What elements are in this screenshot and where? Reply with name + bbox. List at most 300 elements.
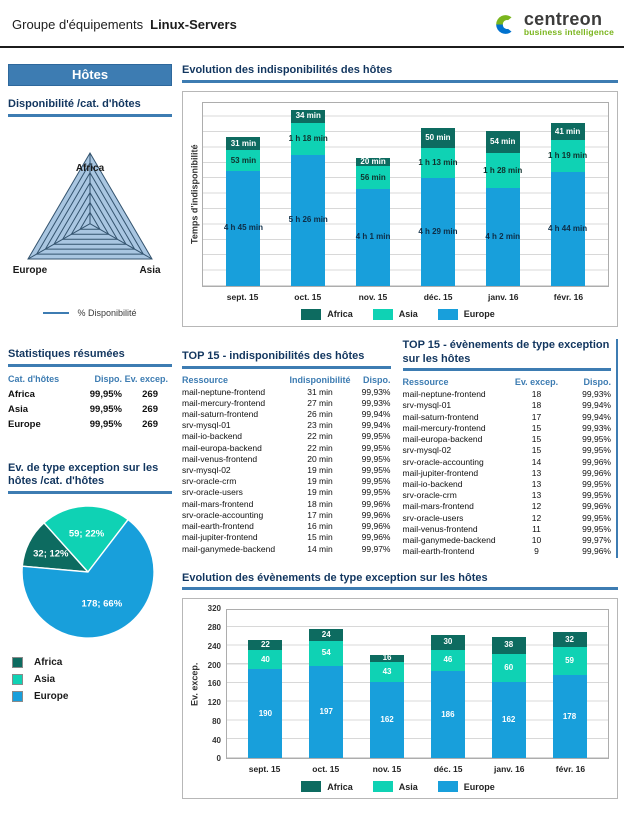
legend-item-europe	[438, 309, 495, 320]
stats-col-dispo: Dispo.	[94, 373, 122, 384]
bar-value-label: 50 min	[425, 133, 451, 143]
table-cell: 99,95%	[582, 512, 611, 523]
bar-value-label: 1 h 18 min	[288, 133, 328, 143]
table-cell: 22 min	[307, 431, 333, 442]
table-cell: 11	[532, 523, 541, 534]
pie-legend-item-europe	[12, 691, 172, 702]
radar-chart	[8, 127, 172, 300]
bar-value-label: 38	[504, 640, 514, 650]
bar-segment-europe	[309, 666, 343, 758]
bar-segment-europe	[356, 189, 390, 286]
table-row	[182, 409, 391, 420]
legend-swatch-europe	[438, 309, 458, 320]
bar-value-label: 4 h 45 min	[223, 223, 263, 233]
table-cell: 99,96%	[361, 509, 391, 520]
bar-column	[341, 158, 406, 285]
table-cell: 99,95%	[361, 476, 391, 487]
table-cell: srv-mysql-01	[402, 400, 452, 411]
table-row	[403, 479, 612, 490]
bar-segment-asia	[370, 662, 404, 682]
table-row	[403, 524, 612, 535]
legend-swatch-asia	[373, 309, 393, 320]
table-cell: Europe	[8, 418, 41, 430]
table-cell: 99,96%	[361, 521, 391, 532]
radar-legend-label: % Disponibilité	[77, 307, 137, 318]
stats-col-events: Ev. excep.	[124, 373, 168, 384]
y-tick-label: 80	[212, 716, 221, 726]
bar-value-label: 24	[321, 630, 331, 640]
events-chart-legend	[187, 781, 609, 792]
bar-value-label: 4 h 2 min	[485, 232, 521, 242]
col-dispo: Dispo.	[362, 374, 391, 385]
table-cell: 99,95%	[361, 453, 391, 464]
bar-segment-africa	[226, 137, 260, 150]
bar-value-label: 1 h 28 min	[483, 165, 523, 175]
equipment-group-name: Linux-Servers	[150, 16, 237, 32]
x-axis-label: janv. 16	[487, 291, 519, 302]
table-row	[403, 423, 612, 434]
bar-value-label: 190	[258, 708, 273, 718]
table-cell: mail-ganymede-backend	[402, 535, 496, 546]
bar-segment-asia	[547, 140, 588, 172]
sidebar	[8, 58, 172, 799]
table-row	[182, 420, 391, 431]
stacked-bar	[248, 640, 282, 758]
bar-column	[211, 137, 276, 285]
bar-segment-europe	[492, 682, 526, 758]
bar-value-label: 32	[565, 634, 574, 644]
events-y-axis	[202, 604, 226, 764]
y-tick-label: 160	[207, 679, 221, 689]
stats-col-category: Cat. d'hôtes	[8, 373, 60, 384]
col-indisponibilite: Indisponibilité	[289, 374, 351, 385]
table-row	[182, 454, 391, 465]
legend-item-europe	[438, 781, 495, 792]
table-cell: 19 min	[307, 465, 333, 476]
table-cell: 99,94%	[582, 411, 611, 422]
x-axis-label: févr. 16	[555, 764, 586, 775]
bar-value-label: 60	[504, 663, 514, 673]
table-cell: 99,95%	[582, 523, 611, 534]
bar-segment-europe	[486, 188, 520, 285]
legend-swatch-asia	[12, 674, 23, 685]
y-tick-label: 320	[207, 604, 221, 614]
legend-item-africa	[301, 781, 353, 792]
x-axis-label: oct. 15	[312, 764, 340, 775]
table-cell: 27 min	[307, 397, 333, 408]
logo-tagline: business intelligence	[523, 27, 614, 37]
bar-value-label: 30	[443, 637, 453, 647]
table-cell: mail-earth-frontend	[402, 546, 475, 557]
table-row	[403, 546, 612, 557]
stacked-bar	[223, 137, 263, 285]
table-cell: 99,96%	[582, 467, 611, 478]
table-cell: 99,95%	[582, 434, 611, 445]
table-cell: 99,95%	[361, 465, 391, 476]
top15-tables	[182, 339, 618, 558]
table-cell: 18	[531, 389, 542, 400]
bar-value-label: 53 min	[230, 155, 257, 165]
bar-value-label: 31 min	[230, 138, 257, 148]
table-cell: 20 min	[307, 453, 333, 464]
bar-segment-europe	[431, 671, 465, 758]
table-cell: 99,95%	[361, 487, 391, 498]
table-row	[182, 532, 391, 543]
main-column	[182, 58, 618, 799]
pie-legend-item-africa	[12, 657, 172, 668]
table-cell: 99,95%	[582, 479, 611, 489]
table-cell: 99,93%	[361, 397, 391, 408]
stats-section-title: Statistiques résumées	[8, 348, 172, 367]
table-cell: 269	[142, 403, 158, 415]
top15-downtime-title: TOP 15 - indisponibilités des hôtes	[182, 350, 391, 369]
table-cell: 269	[142, 388, 158, 400]
table-row	[182, 398, 391, 409]
bar-column	[470, 131, 535, 285]
table-cell: srv-oracle-accounting	[182, 509, 264, 520]
table-row	[182, 487, 391, 498]
y-tick-label: 40	[212, 735, 221, 745]
stacked-bar	[431, 635, 465, 758]
bar-segment-africa	[309, 629, 343, 640]
bar-segment-europe	[248, 669, 282, 758]
y-tick-label: 280	[207, 623, 221, 633]
bar-column	[357, 655, 418, 759]
page-title	[12, 17, 237, 32]
bar-value-label: 59	[565, 656, 574, 666]
table-cell: 13	[531, 490, 542, 501]
centreon-logo-icon	[492, 11, 519, 38]
table-cell: mail-jupiter-frontend	[402, 467, 479, 478]
table-cell: srv-oracle-users	[182, 487, 243, 498]
table-cell: 19 min	[307, 487, 333, 498]
table-cell: mail-io-backend	[402, 479, 463, 489]
table-cell: 99,95%	[582, 445, 611, 456]
radar-axis-label: Asia	[139, 264, 161, 276]
table-row	[182, 499, 391, 510]
bar-value-label: 178	[562, 711, 577, 721]
table-row	[403, 412, 612, 423]
table-cell: 26 min	[307, 408, 333, 419]
stacked-bar	[370, 655, 404, 759]
bar-segment-africa	[486, 131, 520, 153]
legend-label: Asia	[398, 781, 418, 792]
table-cell: 16 min	[307, 521, 333, 532]
events-chart-ylabel: Ev. excep.	[189, 662, 200, 706]
table-row	[403, 434, 612, 445]
y-tick-label: 0	[216, 754, 221, 764]
stacked-bar	[483, 131, 523, 285]
bar-segment-asia	[492, 654, 526, 682]
table-row	[182, 510, 391, 521]
table-cell: 99,97%	[582, 535, 611, 546]
bar-segment-africa	[356, 158, 390, 166]
stats-table-header	[8, 374, 172, 384]
table-cell: 18 min	[307, 498, 333, 509]
table-row	[182, 476, 391, 487]
table-row	[403, 389, 612, 400]
table-cell: 17 min	[307, 509, 333, 520]
table-cell: Asia	[8, 403, 29, 415]
table-cell: mail-neptune-frontend	[402, 389, 486, 400]
table-cell: 99,96%	[582, 546, 611, 557]
bar-value-label: 41 min	[554, 126, 581, 136]
table-cell: 99,95%	[361, 431, 391, 442]
pie-legend-label: Asia	[34, 674, 56, 685]
bar-value-label: 16	[382, 653, 392, 663]
legend-swatch-asia	[373, 781, 393, 792]
bar-value-label: 46	[443, 655, 453, 665]
pie-slice-label: 32; 12%	[33, 548, 69, 560]
bar-segment-asia	[309, 641, 343, 666]
top15-events-title: TOP 15 - évènements de type exception sur les hôtes	[403, 339, 612, 372]
events-bars	[227, 610, 608, 758]
bar-value-label: 54	[321, 648, 331, 658]
events-chart	[182, 598, 618, 799]
table-cell: mail-saturn-frontend	[402, 411, 479, 422]
pie-legend-item-asia	[12, 674, 172, 685]
table-cell: 12	[531, 512, 542, 523]
stacked-bar	[309, 629, 343, 758]
radar-axis-label: Europe	[12, 264, 48, 276]
table-cell: srv-oracle-accounting	[402, 456, 484, 467]
legend-swatch-europe	[12, 691, 23, 702]
bar-column	[535, 123, 600, 285]
table-cell: 31 min	[307, 386, 333, 397]
pie-chart	[8, 502, 172, 649]
table-cell: mail-mars-frontend	[402, 501, 474, 512]
bar-value-label: 1 h 19 min	[547, 150, 588, 160]
bar-segment-africa	[421, 128, 455, 148]
events-x-axis	[226, 764, 609, 774]
legend-label: Africa	[327, 781, 353, 792]
table-cell: 99,97%	[361, 543, 391, 554]
table-cell: 99,94%	[582, 400, 611, 411]
table-cell: 17	[531, 411, 542, 422]
downtime-bars	[203, 103, 608, 286]
radar-legend-line-icon	[43, 312, 69, 314]
table-row	[403, 535, 612, 546]
bar-value-label: 54 min	[490, 137, 516, 147]
bar-segment-asia	[248, 650, 282, 669]
table-row	[182, 387, 391, 398]
table-cell: 10	[531, 535, 542, 546]
table-cell: mail-neptune-frontend	[182, 386, 266, 397]
x-axis-label: déc. 15	[433, 764, 463, 775]
x-axis-label: janv. 16	[493, 764, 525, 775]
table-cell: mail-io-backend	[182, 431, 242, 442]
radar-section-title: Disponibilité /cat. d'hôtes	[8, 98, 172, 117]
table-cell: 99,96%	[582, 456, 611, 467]
x-axis-label: sept. 15	[248, 764, 281, 775]
legend-label: Europe	[463, 309, 495, 320]
table-cell: 18	[531, 400, 542, 411]
top15-events-header	[403, 377, 612, 387]
stacked-bar	[418, 128, 458, 286]
col-ev-excep: Ev. excep.	[514, 377, 559, 388]
legend-label: Asia	[398, 309, 418, 320]
bar-value-label: 56 min	[360, 172, 386, 182]
table-cell: 15	[531, 445, 542, 456]
bar-value-label: 162	[380, 715, 394, 725]
legend-label: Africa	[327, 309, 353, 320]
bar-segment-europe	[547, 172, 588, 286]
table-row	[8, 417, 172, 432]
top15-events-table	[403, 339, 619, 558]
table-row	[8, 402, 172, 417]
logo-brand: centreon	[523, 9, 603, 29]
bar-segment-africa	[370, 655, 404, 663]
bar-column	[235, 640, 296, 758]
stacked-bar	[492, 637, 526, 759]
bar-column	[276, 110, 341, 286]
bar-column	[539, 632, 600, 758]
col-ressource: Ressource	[402, 377, 449, 388]
table-cell: 99,95%	[89, 418, 122, 430]
bar-segment-africa	[492, 637, 526, 655]
bar-segment-africa	[291, 110, 325, 124]
table-cell: 99,96%	[361, 532, 391, 543]
bar-value-label: 40	[260, 654, 270, 664]
bar-segment-asia	[483, 153, 523, 188]
top15-events-body	[403, 389, 612, 557]
table-cell: 99,95%	[361, 442, 391, 453]
table-row	[182, 465, 391, 476]
bar-segment-asia	[288, 123, 328, 154]
col-dispo: Dispo.	[583, 377, 611, 388]
table-cell: mail-ganymede-backend	[182, 543, 276, 554]
table-row	[403, 468, 612, 479]
bar-value-label: 34 min	[295, 111, 321, 121]
bar-segment-africa	[551, 123, 585, 140]
pie-legend-label: Europe	[34, 691, 69, 702]
summary-stats-section	[8, 348, 172, 432]
bar-value-label: 1 h 13 min	[418, 157, 458, 167]
table-cell: Africa	[8, 388, 35, 400]
radar-legend	[8, 308, 172, 318]
page-title-prefix: Groupe d'équipements	[12, 16, 144, 32]
x-axis-label: nov. 15	[358, 291, 388, 302]
table-cell: 99,96%	[582, 501, 611, 512]
table-cell: mail-europa-backend	[182, 442, 262, 453]
bar-value-label: 4 h 1 min	[355, 232, 391, 242]
bar-value-label: 4 h 29 min	[418, 226, 458, 236]
downtime-chart-legend	[187, 309, 609, 320]
table-cell: 99,93%	[582, 422, 611, 433]
pie-slice-label: 59; 22%	[68, 528, 105, 540]
table-cell: mail-earth-frontend	[182, 521, 254, 532]
downtime-chart-title: Evolution des indisponibilités des hôtes	[182, 64, 618, 83]
legend-label: Europe	[463, 781, 495, 792]
bar-value-label: 186	[441, 709, 455, 719]
y-tick-label: 240	[207, 641, 221, 651]
top15-downtime-header	[182, 375, 391, 385]
legend-swatch-africa	[301, 309, 321, 320]
pie-slice-label: 178; 66%	[81, 598, 123, 610]
table-cell: 13	[531, 467, 542, 478]
table-row	[403, 513, 612, 524]
logo-text	[524, 11, 614, 37]
x-axis-label: nov. 15	[372, 764, 402, 775]
table-cell: srv-oracle-users	[402, 512, 464, 523]
table-cell: 269	[142, 418, 158, 430]
bar-value-label: 5 h 26 min	[288, 215, 328, 225]
downtime-plot-area	[202, 102, 609, 287]
downtime-chart-ylabel: Temps d'indisponibilité	[189, 144, 200, 244]
bar-segment-europe	[223, 171, 263, 286]
table-cell: mail-mars-frontend	[182, 498, 254, 509]
table-cell: srv-oracle-crm	[402, 490, 457, 501]
stacked-bar	[553, 632, 587, 758]
table-cell: 22 min	[307, 442, 333, 453]
table-cell: mail-europa-backend	[402, 434, 483, 445]
table-row	[403, 457, 612, 468]
availability-radar-section	[8, 98, 172, 318]
table-cell: srv-mysql-02	[402, 445, 452, 456]
bar-column	[417, 635, 478, 758]
legend-swatch-africa	[12, 657, 23, 668]
pie-chart-svg	[8, 502, 168, 644]
table-cell: 15	[531, 422, 542, 433]
table-cell: 99,95%	[582, 490, 611, 501]
table-row	[182, 544, 391, 555]
legend-item-asia	[373, 309, 418, 320]
table-cell: 99,93%	[361, 386, 391, 397]
y-tick-label: 200	[207, 660, 221, 670]
bar-column	[478, 637, 539, 759]
table-cell: mail-venus-frontend	[182, 453, 258, 464]
table-cell: 9	[534, 546, 539, 557]
radar-axis-label: Africa	[75, 162, 105, 174]
top15-downtime-table	[182, 339, 391, 558]
exception-pie-section	[8, 462, 172, 703]
table-cell: mail-saturn-frontend	[182, 408, 259, 419]
events-chart-title: Evolution des évènements de type exception sur les hôtes	[182, 572, 618, 591]
legend-item-africa	[301, 309, 353, 320]
table-row	[403, 490, 612, 501]
bar-segment-asia	[226, 150, 260, 171]
table-cell: 14 min	[307, 543, 333, 554]
table-row	[182, 443, 391, 454]
table-cell: 15 min	[307, 532, 333, 543]
table-row	[8, 387, 172, 402]
legend-item-asia	[373, 781, 418, 792]
stacked-bar	[288, 110, 328, 286]
hosts-panel-title: Hôtes	[8, 64, 172, 86]
table-row	[403, 445, 612, 456]
table-cell: srv-mysql-02	[182, 465, 231, 476]
bar-column	[296, 629, 357, 758]
x-axis-label: sept. 15	[226, 291, 259, 302]
stacked-bar	[547, 123, 588, 285]
bar-segment-europe	[288, 155, 328, 286]
col-ressource: Ressource	[182, 374, 229, 385]
stacked-bar	[356, 158, 390, 285]
bar-segment-asia	[431, 650, 465, 672]
table-cell: srv-oracle-crm	[182, 476, 237, 487]
table-row	[403, 400, 612, 411]
bar-segment-asia	[418, 148, 458, 177]
x-axis-label: févr. 16	[553, 291, 584, 302]
table-row	[403, 501, 612, 512]
centreon-logo	[492, 11, 614, 38]
report-body	[0, 48, 624, 799]
bar-value-label: 43	[382, 667, 392, 677]
bar-value-label: 197	[319, 707, 333, 717]
bar-segment-europe	[418, 178, 458, 286]
pie-section-title: Ev. de type exception sur les hôtes /cat. d'hôtes	[8, 462, 172, 495]
bar-value-label: 20 min	[360, 157, 386, 167]
